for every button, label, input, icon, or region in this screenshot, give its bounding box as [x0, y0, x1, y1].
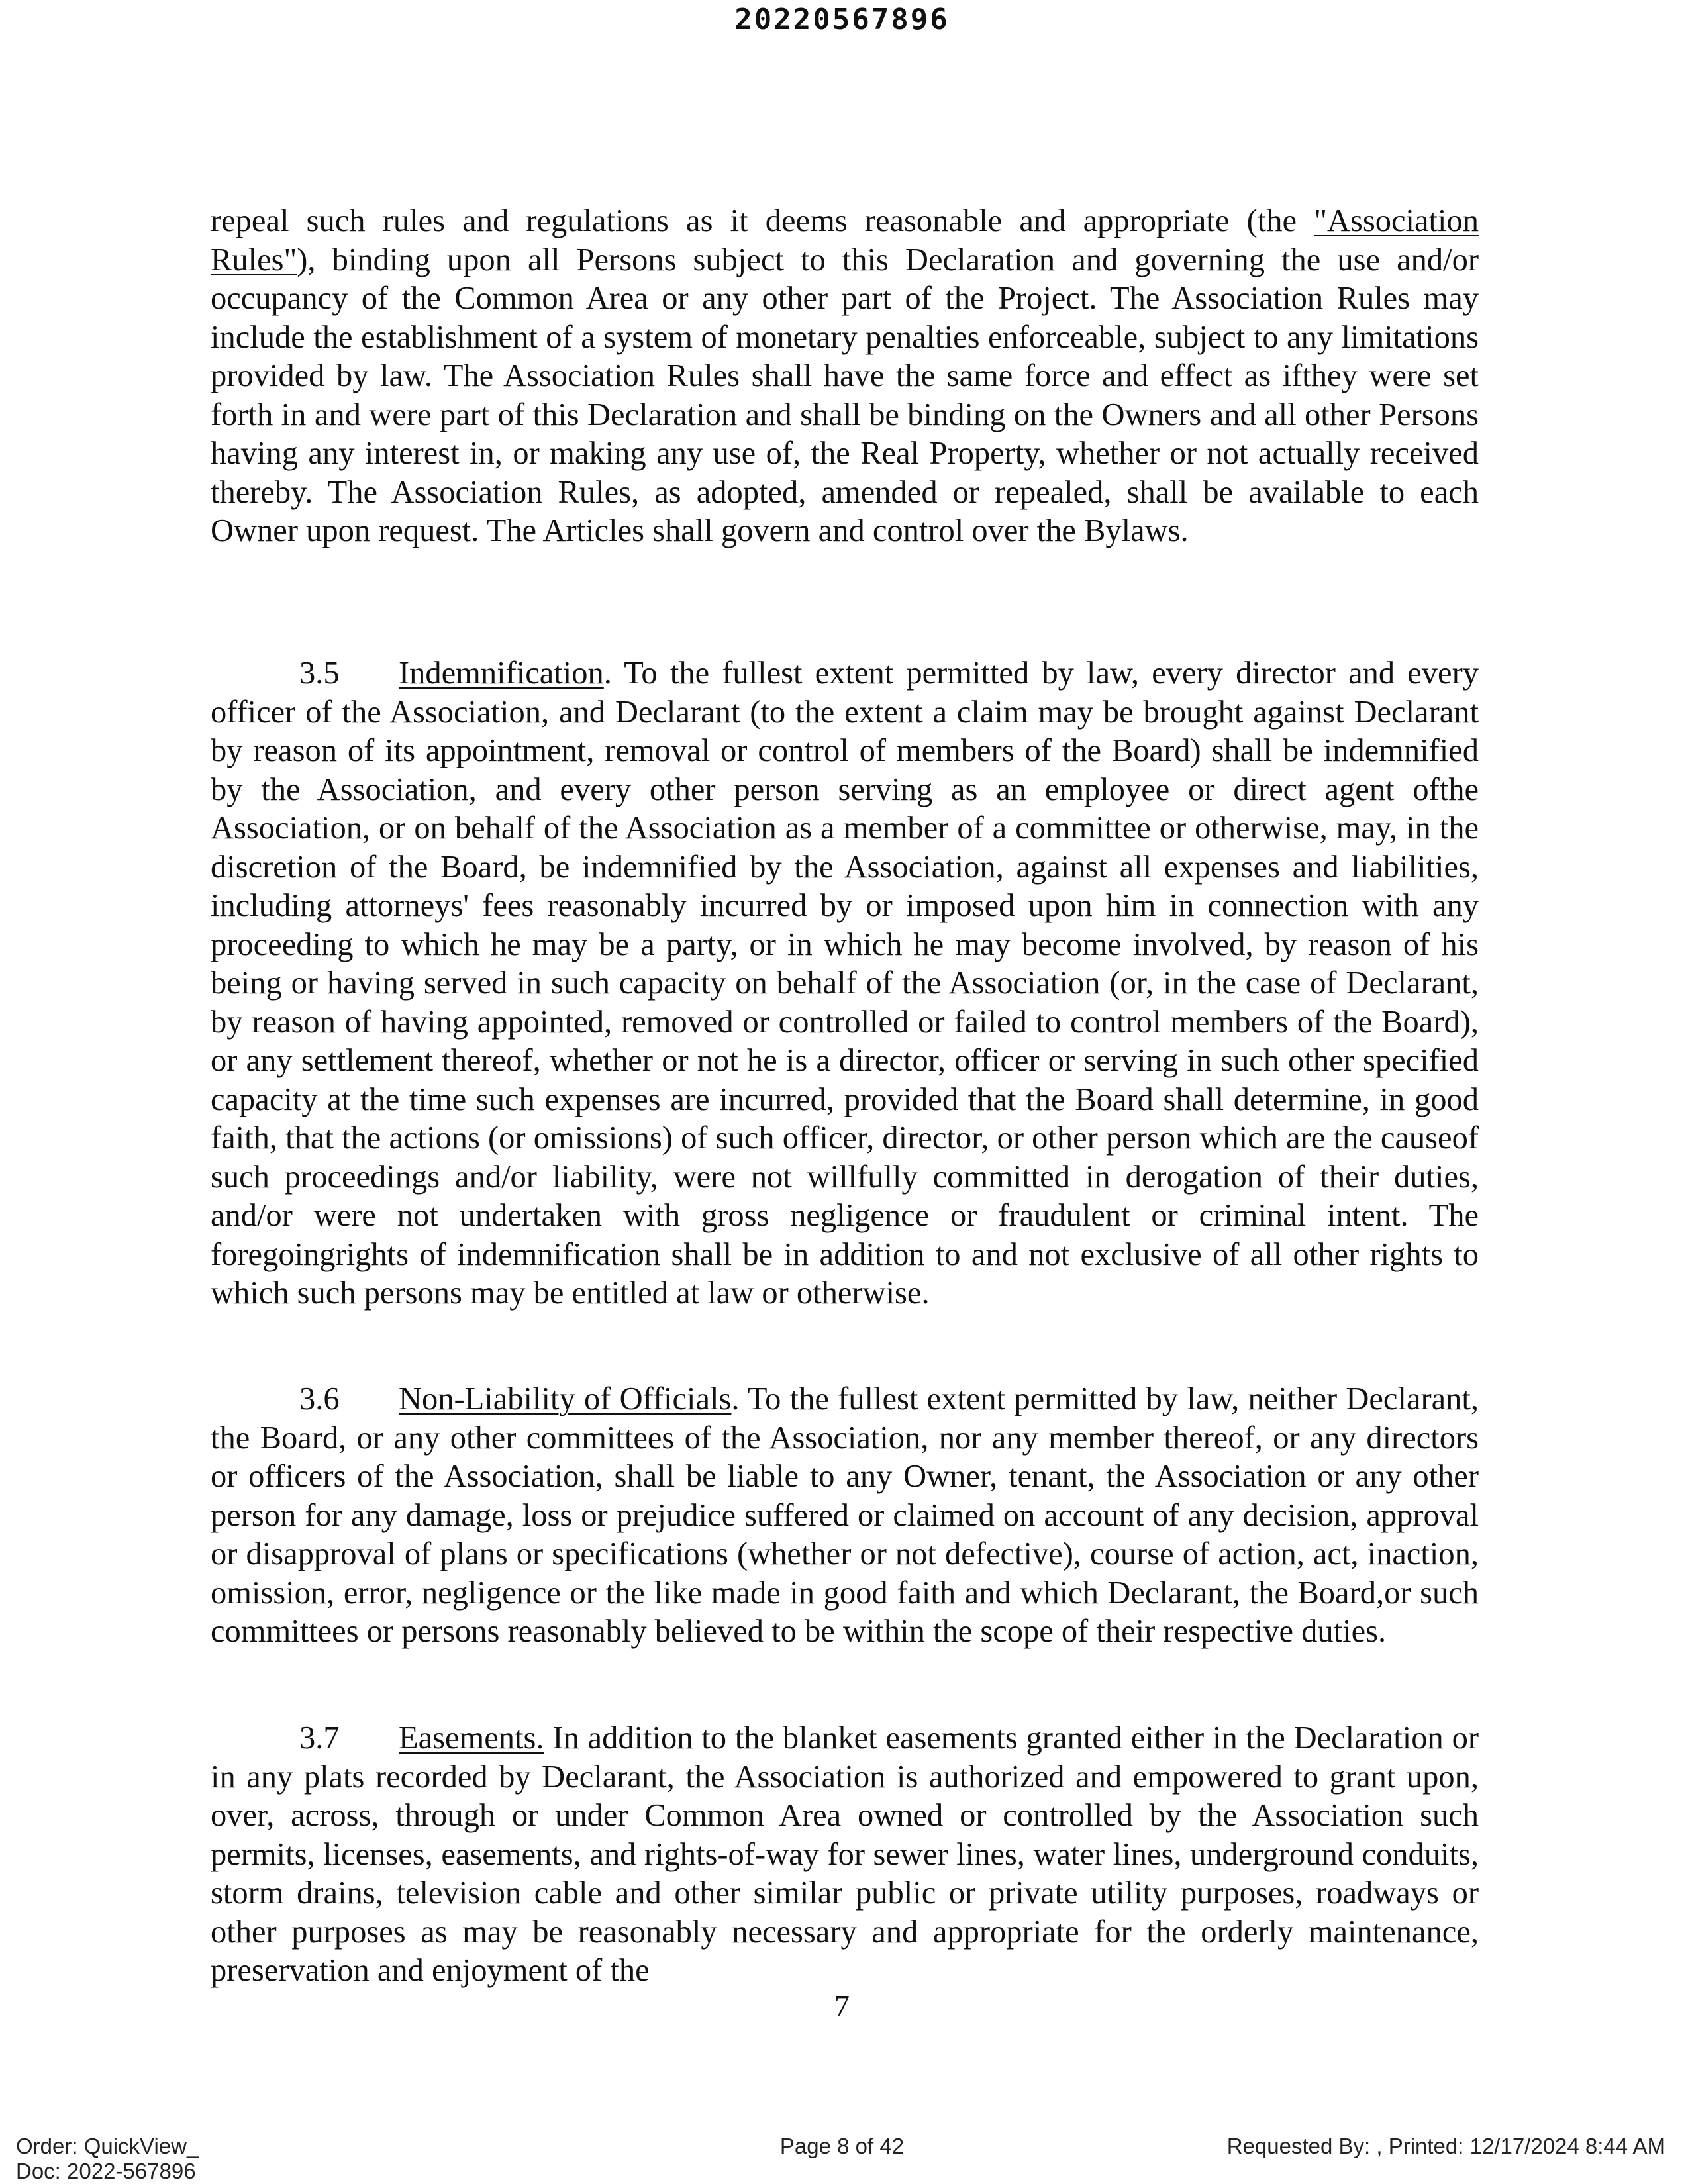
- footer-order: Order: QuickView_: [16, 2134, 199, 2158]
- section-text: . To the fullest extent permitted by law, neither Declarant, the Board, or any other committees of the Association, nor any member thereof, or any directors or officers of the Association, shall be liable to any Owner, tenant, the Association or any other person for any damage, loss or prejudice suffered or claimed on account of any decision, approval or disapproval of plans or specifications (whether or not defective), course of action, act, inaction, omission, error, negligence or the like made in good faith and which Declarant, the Board,or such committees or persons reasonably believed to be within the scope of their respective duties.: [211, 1381, 1479, 1649]
- section-3-5-indemnification: [211, 654, 1479, 1313]
- paragraph-text: ), binding upon all Persons subject to this Declaration and governing the use and/or occupancy of the Common Area or any other part of the Project. The Association Rules may include the establishment of a system of monetary penalties enforceable, subject to any limitations provided by law. The Association Rules shall have the same force and effect as ifthey were set forth in and were part of this Declaration and shall be binding on the Owners and all other Persons having any interest in, or making any use of, the Real Property, whether or not actually received thereby. The Association Rules, as adopted, amended or repealed, shall be available to each Owner upon request. The Articles shall govern and control over the Bylaws.: [211, 242, 1479, 548]
- footer-doc: Doc: 2022-567896: [16, 2159, 196, 2183]
- section-number: 3.5: [299, 656, 340, 691]
- section-number: 3.6: [299, 1381, 340, 1416]
- section-number: 3.7: [299, 1720, 340, 1756]
- section-text: . To the fullest extent permitted by law, every director and every officer of the Association, and Declarant (to the extent a claim may be brought against Declarant by reason of its appointment, removal or control of members of the Board) shall be indemnified by the Association, and every other person serving as an employee or direct agent ofthe Association, or on behalf of the Association as a member of a committee or otherwise, may, in the discretion of the Board, be indemnified by the Association, against all expenses and liabilities, including attorneys' fees reasonably incurred by or imposed upon him in connection with any proceeding to which he may be a party, or in which he may become involved, by reason of his being or having served in such capacity on behalf of the Association (or, in the case of Declarant, by reason of having appointed, removed or controlled or failed to control members of the Board), or any settlement thereof, whether or not he is a director, officer or serving in such other specified capacity at the time such expenses are incurred, provided that the Board shall determine, in good faith, that the actions (or omissions) of such officer, director, or other person which are the causeof such proceedings and/or liability, were not willfully committed in derogation of their duties, and/or were not undertaken with gross negligence or fraudulent or criminal intent. The foregoingrights of indemnification shall be in addition to and not exclusive of all other rights to which such persons may be entitled at law or otherwise.: [211, 656, 1479, 1311]
- section-heading: Easements.: [399, 1720, 544, 1756]
- paragraph-text: repeal such rules and regulations as it deems reasonable and appropriate (the: [211, 203, 1314, 238]
- footer-requested-printed: Requested By: , Printed: 12/17/2024 8:44 AM: [1226, 2134, 1665, 2158]
- page-number: 7: [834, 1989, 850, 2022]
- section-3-6-non-liability: [211, 1380, 1479, 1652]
- section-heading: Non-Liability of Officials: [399, 1381, 732, 1416]
- section-heading: Indemnification: [399, 656, 604, 691]
- section-3-7-easements: [211, 1719, 1479, 1991]
- section-text: In addition to the blanket easements granted either in the Declaration or in any plats recorded by Declarant, the Association is authorized and empowered to grant upon, over, across, through or under Common Area owned or controlled by the Association such permits, licenses, easements, and rights-of-way for sewer lines, water lines, underground conduits, storm drains, television cable and other similar public or private utility purposes, roadways or other purposes as may be reasonably necessary and appropriate for the orderly maintenance, preservation and enjoyment of the: [211, 1720, 1479, 1988]
- defined-term: "Association Rules": [211, 203, 1479, 277]
- document-number: 20220567896: [734, 3, 950, 36]
- footer-page-count: Page 8 of 42: [779, 2134, 905, 2158]
- paragraph-association-rules: [211, 202, 1479, 551]
